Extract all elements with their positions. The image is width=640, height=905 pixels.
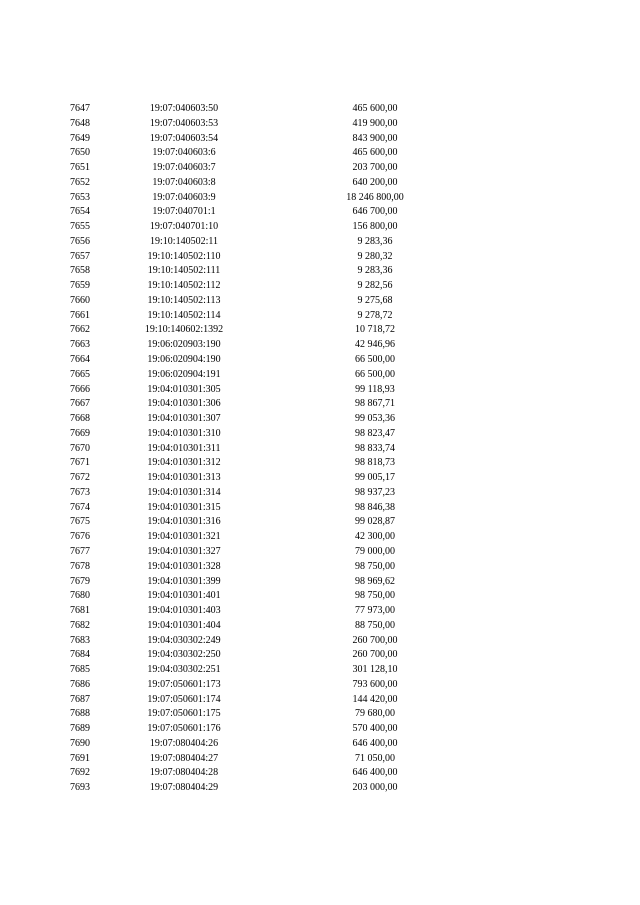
cadastral-value: 646 400,00 — [352, 767, 398, 779]
table-row — [0, 220, 640, 235]
table-row — [0, 191, 640, 206]
cadastral-number: 19:07:040603:50 — [149, 103, 219, 114]
table-row — [0, 707, 640, 722]
table-row — [0, 663, 640, 678]
row-number: 7652 — [70, 176, 90, 188]
cadastral-number: 19:07:040603:53 — [149, 117, 219, 129]
cadastral-number: 19:07:040603:8 — [152, 176, 216, 188]
cadastral-number: 19:04:010301:401 — [147, 590, 221, 602]
cadastral-number: 19:04:010301:307 — [147, 413, 221, 425]
table-row — [0, 309, 640, 324]
table-row — [0, 264, 640, 279]
row-number: 7688 — [70, 708, 90, 720]
cadastral-number: 19:07:080404:26 — [149, 737, 219, 749]
cadastral-number: 19:07:040701:10 — [149, 221, 219, 233]
table-row — [0, 456, 640, 471]
row-number: 7648 — [70, 117, 90, 129]
cadastral-value: 9 278,72 — [357, 309, 393, 321]
table-row — [0, 383, 640, 398]
cadastral-number: 19:04:010301:311 — [147, 442, 221, 454]
cadastral-number: 19:04:010301:313 — [147, 472, 221, 484]
table-row — [0, 722, 640, 737]
row-number: 7679 — [70, 575, 90, 587]
row-number: 7669 — [70, 427, 90, 439]
table-row — [0, 589, 640, 604]
row-number: 7692 — [70, 767, 90, 779]
cadastral-number: 19:04:010301:315 — [147, 501, 221, 513]
cadastral-value: 98 846,38 — [355, 501, 395, 513]
table-row — [0, 560, 640, 575]
row-number: 7657 — [70, 250, 90, 262]
cadastral-number: 19:07:080404:28 — [149, 767, 219, 779]
row-number: 7673 — [70, 486, 90, 498]
cadastral-value: 98 823,47 — [355, 427, 395, 439]
cadastral-value: 99 005,17 — [355, 472, 395, 484]
cadastral-value: 98 750,00 — [355, 590, 395, 602]
row-number: 7674 — [70, 501, 90, 513]
cadastral-value: 99 028,87 — [355, 516, 395, 528]
table-row — [0, 619, 640, 634]
cadastral-value: 9 283,36 — [357, 235, 393, 247]
cadastral-value: 646 700,00 — [352, 206, 398, 218]
table-row — [0, 323, 640, 338]
cadastral-number: 19:07:040603:7 — [152, 162, 216, 174]
row-number: 7658 — [70, 265, 90, 277]
table-row — [0, 161, 640, 176]
cadastral-number: 19:04:010301:312 — [147, 457, 221, 469]
cadastral-value: 99 053,36 — [355, 413, 395, 425]
row-number: 7660 — [70, 294, 90, 306]
row-number: 7680 — [70, 590, 90, 602]
cadastral-value: 98 969,62 — [355, 575, 395, 587]
row-number: 7649 — [70, 132, 90, 144]
cadastral-number: 19:06:020903:190 — [147, 339, 221, 351]
cadastral-value: 9 280,32 — [357, 250, 393, 262]
cadastral-number: 19:06:020904:190 — [147, 354, 221, 366]
cadastral-value: 260 700,00 — [352, 634, 398, 646]
row-number: 7687 — [70, 693, 90, 705]
cadastral-value: 843 900,00 — [352, 132, 398, 144]
table-row — [0, 530, 640, 545]
row-number: 7662 — [70, 324, 90, 336]
table-row — [0, 250, 640, 265]
cadastral-number: 19:10:140502:110 — [147, 250, 221, 262]
row-number: 7677 — [70, 545, 90, 557]
row-number: 7690 — [70, 737, 90, 749]
cadastral-number: 19:07:080404:29 — [149, 782, 219, 794]
cadastral-number: 19:04:010301:328 — [147, 560, 221, 572]
cadastral-number: 19:10:140502:114 — [147, 309, 221, 321]
table-row — [0, 117, 640, 132]
cadastral-number: 19:04:010301:403 — [147, 605, 221, 617]
cadastral-number: 19:04:010301:310 — [147, 427, 221, 439]
cadastral-value: 98 833,74 — [355, 442, 395, 454]
table-row — [0, 235, 640, 250]
cadastral-number: 19:07:040603:6 — [152, 147, 216, 159]
cadastral-value: 98 750,00 — [355, 560, 395, 572]
table-row — [0, 146, 640, 161]
cadastral-number: 19:04:030302:251 — [147, 664, 221, 676]
table-row — [0, 545, 640, 560]
cadastral-value: 66 500,00 — [355, 368, 395, 380]
cadastral-value: 98 818,73 — [355, 457, 395, 469]
table-row — [0, 176, 640, 191]
table-row — [0, 486, 640, 501]
row-number: 7663 — [70, 339, 90, 351]
cadastral-number: 19:04:010301:316 — [147, 516, 221, 528]
cadastral-value: 144 420,00 — [352, 693, 398, 705]
cadastral-value: 79 680,00 — [355, 708, 395, 720]
cadastral-value: 260 700,00 — [352, 649, 398, 661]
row-number: 7683 — [70, 634, 90, 646]
table-row — [0, 471, 640, 486]
table-row — [0, 515, 640, 530]
table-row — [0, 752, 640, 767]
table-row — [0, 781, 640, 796]
table-row — [0, 205, 640, 220]
cadastral-value: 646 400,00 — [352, 737, 398, 749]
cadastral-number: 19:06:020904:191 — [147, 368, 221, 380]
row-number: 7691 — [70, 752, 90, 764]
cadastral-number: 19:10:140502:111 — [147, 265, 221, 277]
cadastral-number: 19:07:080404:27 — [149, 752, 219, 764]
cadastral-value: 98 867,71 — [355, 398, 395, 410]
table-row — [0, 397, 640, 412]
table-row — [0, 766, 640, 781]
table-row — [0, 368, 640, 383]
cadastral-value: 79 000,00 — [355, 545, 395, 557]
cadastral-value: 99 118,93 — [355, 383, 395, 395]
cadastral-value: 793 600,00 — [352, 678, 398, 690]
cadastral-number: 19:07:040603:54 — [149, 132, 219, 144]
cadastral-number: 19:10:140502:113 — [147, 294, 221, 306]
row-number: 7682 — [70, 619, 90, 631]
cadastral-number: 19:07:050601:176 — [147, 723, 221, 735]
cadastral-value: 71 050,00 — [355, 752, 395, 764]
row-number: 7666 — [70, 383, 90, 395]
cadastral-number: 19:10:140502:11 — [150, 235, 218, 247]
row-number: 7670 — [70, 442, 90, 454]
row-number: 7681 — [70, 605, 90, 617]
cadastral-number: 19:04:010301:321 — [147, 531, 221, 543]
cadastral-value: 570 400,00 — [352, 723, 398, 735]
cadastral-number: 19:04:030302:250 — [147, 649, 221, 661]
row-number: 7671 — [70, 457, 90, 469]
cadastral-number: 19:04:010301:404 — [147, 619, 221, 631]
row-number: 7693 — [70, 782, 90, 794]
cadastral-value: 88 750,00 — [355, 619, 395, 631]
cadastral-value: 77 973,00 — [355, 605, 395, 617]
table-row — [0, 102, 640, 117]
cadastral-value: 42 300,00 — [355, 531, 395, 543]
cadastral-number: 19:10:140502:112 — [147, 280, 221, 292]
row-number: 7675 — [70, 516, 90, 528]
row-number: 7654 — [70, 206, 90, 218]
cadastral-number: 19:04:010301:314 — [147, 486, 221, 498]
cadastral-number: 19:04:010301:399 — [147, 575, 221, 587]
table-row — [0, 575, 640, 590]
cadastral-number: 19:07:050601:174 — [147, 693, 221, 705]
cadastral-value: 465 600,00 — [352, 147, 398, 159]
row-number: 7661 — [70, 309, 90, 321]
data-table — [0, 102, 640, 796]
cadastral-number: 19:07:050601:175 — [147, 708, 221, 720]
cadastral-number: 19:07:050601:173 — [147, 678, 221, 690]
row-number: 7667 — [70, 398, 90, 410]
table-row — [0, 693, 640, 708]
table-row — [0, 634, 640, 649]
row-number: 7678 — [70, 560, 90, 572]
cadastral-value: 18 246 800,00 — [346, 191, 404, 203]
table-row — [0, 132, 640, 147]
cadastral-number: 19:10:140602:1392 — [144, 324, 224, 336]
table-row — [0, 737, 640, 752]
table-row — [0, 412, 640, 427]
cadastral-value: 203 000,00 — [352, 782, 398, 794]
table-row — [0, 501, 640, 516]
row-number: 7651 — [70, 162, 90, 174]
table-row — [0, 338, 640, 353]
table-row — [0, 353, 640, 368]
table-row — [0, 648, 640, 663]
row-number: 7664 — [70, 354, 90, 366]
cadastral-value: 66 500,00 — [355, 354, 395, 366]
row-number: 7689 — [70, 723, 90, 735]
table-row — [0, 427, 640, 442]
row-number: 7647 — [70, 103, 90, 114]
table-row — [0, 294, 640, 309]
cadastral-value: 9 283,36 — [357, 265, 393, 277]
row-number: 7672 — [70, 472, 90, 484]
row-number: 7656 — [70, 235, 90, 247]
cadastral-value: 301 128,10 — [352, 664, 398, 676]
cadastral-value: 640 200,00 — [352, 176, 398, 188]
cadastral-value: 419 900,00 — [352, 117, 398, 129]
cadastral-number: 19:04:030302:249 — [147, 634, 221, 646]
cadastral-number: 19:04:010301:305 — [147, 383, 221, 395]
table-row — [0, 678, 640, 693]
cadastral-value: 203 700,00 — [352, 162, 398, 174]
cadastral-value: 9 282,56 — [357, 280, 393, 292]
row-number: 7655 — [70, 221, 90, 233]
table-row — [0, 279, 640, 294]
row-number: 7684 — [70, 649, 90, 661]
row-number: 7668 — [70, 413, 90, 425]
row-number: 7685 — [70, 664, 90, 676]
row-number: 7686 — [70, 678, 90, 690]
cadastral-number: 19:07:040603:9 — [152, 191, 216, 203]
row-number: 7653 — [70, 191, 90, 203]
cadastral-value: 9 275,68 — [357, 294, 393, 306]
table-row — [0, 442, 640, 457]
cadastral-value: 10 718,72 — [355, 324, 395, 336]
cadastral-value: 156 800,00 — [352, 221, 398, 233]
table-row — [0, 604, 640, 619]
cadastral-number: 19:04:010301:327 — [147, 545, 221, 557]
cadastral-value: 98 937,23 — [355, 486, 395, 498]
cadastral-value: 42 946,96 — [355, 339, 395, 351]
row-number: 7650 — [70, 147, 90, 159]
cadastral-value: 465 600,00 — [352, 103, 398, 114]
cadastral-number: 19:04:010301:306 — [147, 398, 221, 410]
cadastral-number: 19:07:040701:1 — [152, 206, 216, 218]
row-number: 7676 — [70, 531, 90, 543]
row-number: 7659 — [70, 280, 90, 292]
row-number: 7665 — [70, 368, 90, 380]
